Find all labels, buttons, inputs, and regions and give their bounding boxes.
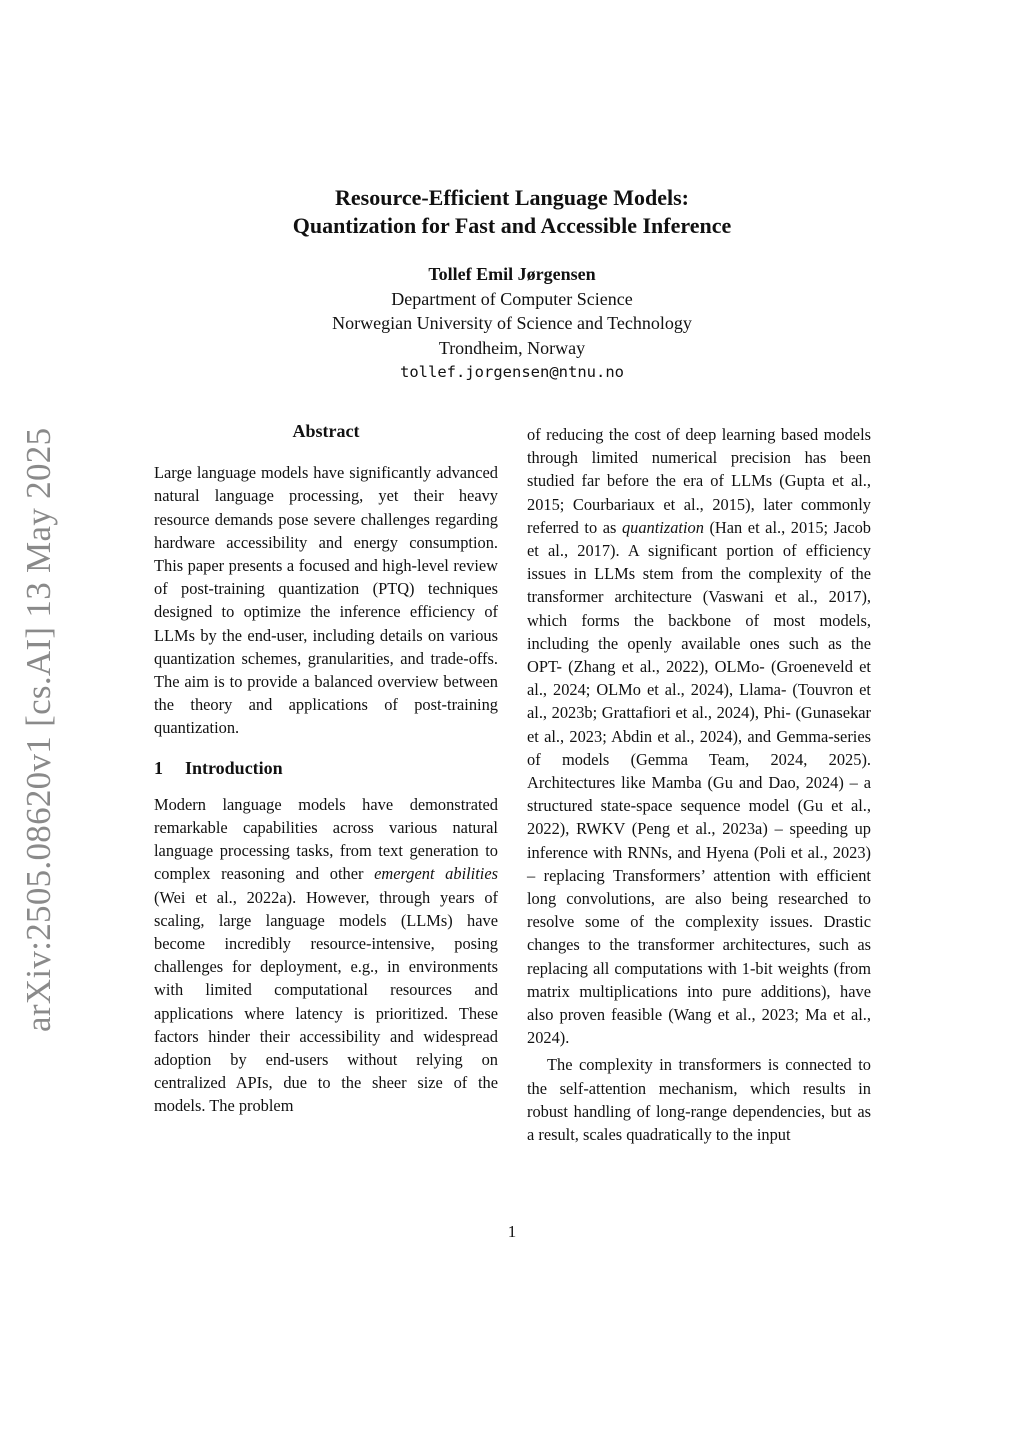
author-location: Trondheim, Norway	[438, 337, 586, 358]
author-university: Norwegian University of Science and Technology	[332, 313, 692, 333]
intro-paragraph-2: The complexity in transformers is connected to the self-attention mechanism, which results in robust handling of long-range dependencies, but as a result, scales quadratically to the input	[527, 1055, 871, 1145]
paper-title-line-2: Quantization for Fast and Accessible Inference	[292, 213, 732, 238]
intro-p1-emphasis: emergent abilities	[374, 864, 498, 884]
intro-p2-text-cont: (Han et al., 2015; Jacob et al., 2017). A significant portion of efficiency issues in LLMs stem from the complexity of the transformer architecture (Vaswani et al., 2017), which forms the backbone of most models, including the openly available ones such as the OPT- (Zhang et al., 2022), OLMo- (Groeneveld et al., 2024; OLMo et al., 2024), Llama- (Touvron et al., 2023b; Grattafiori et al., 2024), Phi- (Gunasekar et al., 2023; Abdin et al., 2024), and Gemma-series of models (Gemma Team, 2024, 2025). Architectures like Mamba (Gu and Dao, 2024) – a structured state-space sequence model (Gu et al., 2022), RWKV (Peng et al., 2023a) – speeding up inference with RNNs, and Hyena (Poli et al., 2023) – replacing Transformers’ attention with efficient long convolutions, are also being researched to resolve some of the complexity issues. Drastic changes to the transformer architectures, such as replacing all computations with 1-bit weights (from matrix multiplications into pure additions), have also proven feasible (Wang et al., 2023; Ma et al., 2024).	[527, 517, 871, 1048]
intro-p1-text: Modern language models have demonstrated remarkable capabilities across various natural language processing tasks, from text generation to complex reasoning and other	[154, 794, 498, 884]
page-number: 1	[507, 1222, 517, 1241]
author-department: Department of Computer Science	[391, 288, 633, 309]
intro-paragraph-1	[154, 793, 498, 1118]
section-title: Introduction	[185, 757, 283, 778]
left-column	[154, 420, 498, 1118]
section-number: 1	[154, 757, 163, 778]
intro-p2-text: of reducing the cost of deep learning based models through limited numerical precision has been studied far before the era of LLMs (Gupta et al., 2015; Courbariaux et al., 2015), later commonly referred to as	[527, 425, 871, 537]
intro-p2-emphasis: quantization	[621, 517, 704, 537]
intro-p1-text-cont: (Wei et al., 2022a). However, through years of scaling, large language models (LLMs) have become incredibly resource-intensive, posing challenges for deployment, e.g., in environments with limited computational resources and applications where latency is prioritized. These factors hinder their accessibility and widespread adoption by end-users without relying on centralized APIs, due to the sheer size of the models. The problem	[154, 887, 498, 1116]
abstract-body: Large language models have significantly advanced natural language processing, yet their heavy resource demands pose severe challenges regarding hardware accessibility and energy consumption. This paper presents a focused and high-level review of post-training quantization (PTQ) techniques designed to optimize the inference efficiency of LLMs by the end-user, including details on various quantization schemes, granularities, and trade-offs. The aim is to provide a balanced overview between the theory and applications of post-training quantization.	[154, 463, 498, 738]
author-name: Tollef Emil Jørgensen	[428, 264, 596, 284]
arxiv-stamp: arXiv:2505.08620v1 [cs.AI] 13 May 2025	[19, 427, 58, 1032]
author-block	[0, 262, 1024, 385]
paper-title-line-1: Resource-Efficient Language Models:	[335, 185, 689, 210]
right-column	[527, 423, 871, 1146]
author-email: tollef.jorgensen@ntnu.no	[400, 363, 624, 381]
section-heading-introduction	[154, 757, 498, 780]
abstract-heading: Abstract	[292, 421, 360, 441]
intro-paragraph-1-continued	[527, 423, 871, 1049]
